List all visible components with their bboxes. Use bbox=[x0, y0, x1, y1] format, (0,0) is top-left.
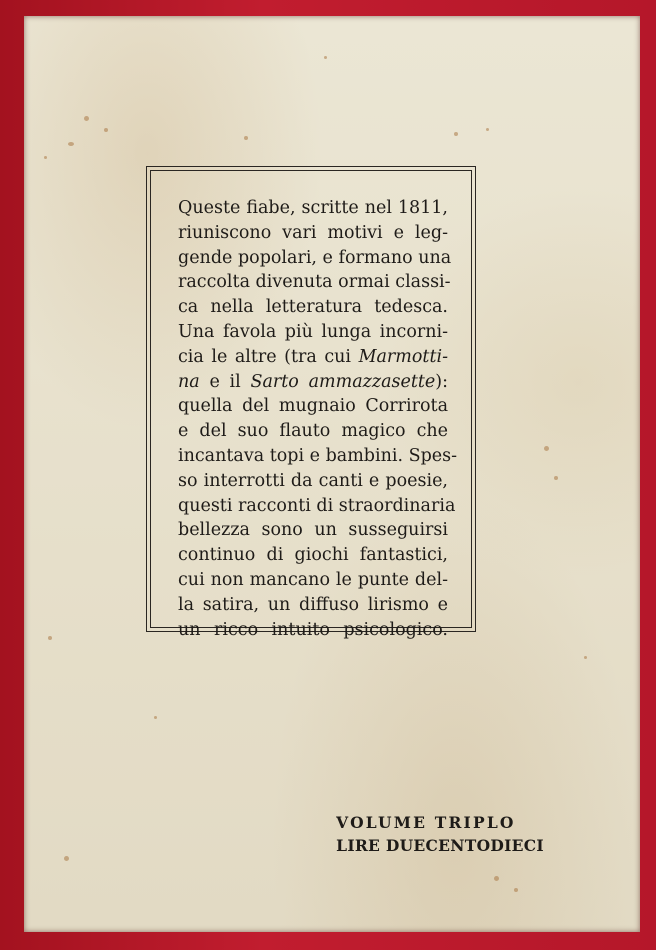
blurb-line: continuo di giochi fantastici, bbox=[178, 545, 448, 566]
foxing-spot bbox=[64, 856, 69, 861]
blurb-line: gende popolari, e formano una bbox=[178, 247, 452, 268]
blurb-line: questi racconti di straordinaria bbox=[178, 495, 456, 516]
blurb-line: raccolta divenuta ormai classi- bbox=[178, 272, 451, 293]
foxing-spot bbox=[44, 156, 47, 159]
blurb-line bbox=[178, 345, 448, 370]
blurb-line: so interrotti da canti e poesie, bbox=[178, 470, 448, 491]
foxing-spot bbox=[584, 656, 587, 659]
title-marmottina-part2: na bbox=[178, 371, 200, 392]
foxing-spot bbox=[544, 446, 549, 451]
foxing-spot bbox=[68, 142, 74, 146]
volume-label: VOLUME TRIPLO bbox=[336, 813, 516, 832]
blurb-line: ca nella letteratura tedesca. bbox=[178, 297, 448, 318]
price-label: LIRE DUECENTODIECI bbox=[336, 836, 544, 855]
foxing-spot bbox=[486, 128, 489, 131]
foxing-spot bbox=[554, 476, 558, 480]
title-marmottina-part1: Marmotti- bbox=[358, 346, 448, 367]
foxing-spot bbox=[244, 136, 248, 140]
blurb-line: e del suo flauto magico che bbox=[178, 421, 448, 442]
blurb-line: la satira, un diffuso lirismo e bbox=[178, 594, 448, 615]
blurb-fragment: e il bbox=[199, 371, 251, 392]
foxing-spot bbox=[494, 876, 499, 881]
foxing-spot bbox=[84, 116, 89, 121]
title-sarto-ammazzasette: Sarto ammazzasette bbox=[250, 371, 436, 392]
blurb-line: un ricco intuito psicologico. bbox=[178, 619, 448, 640]
blurb-line: Una favola più lunga incorni- bbox=[178, 321, 448, 342]
blurb-line bbox=[178, 370, 448, 395]
blurb-line: Queste fiabe, scritte nel 1811, bbox=[178, 198, 448, 218]
foxing-spot bbox=[48, 636, 52, 640]
foxing-spot bbox=[454, 132, 458, 136]
foxing-spot bbox=[324, 56, 327, 59]
blurb-text bbox=[178, 196, 458, 642]
foxing-spot bbox=[514, 888, 518, 892]
blurb-fragment: cia le altre (tra cui bbox=[178, 346, 359, 367]
foxing-spot bbox=[104, 128, 108, 132]
blurb-line: cui non mancano le punte del- bbox=[178, 569, 448, 590]
foxing-spot bbox=[154, 716, 157, 719]
blurb-line: bellezza sono un susseguirsi bbox=[178, 520, 448, 541]
price-block bbox=[336, 812, 544, 858]
blurb-line: incantava topi e bambini. Spes- bbox=[178, 445, 458, 466]
blurb-fragment: ): bbox=[435, 371, 448, 392]
blurb-line: riuniscono vari motivi e leg- bbox=[178, 222, 448, 243]
blurb-line: quella del mugnaio Corrirota bbox=[178, 396, 448, 417]
